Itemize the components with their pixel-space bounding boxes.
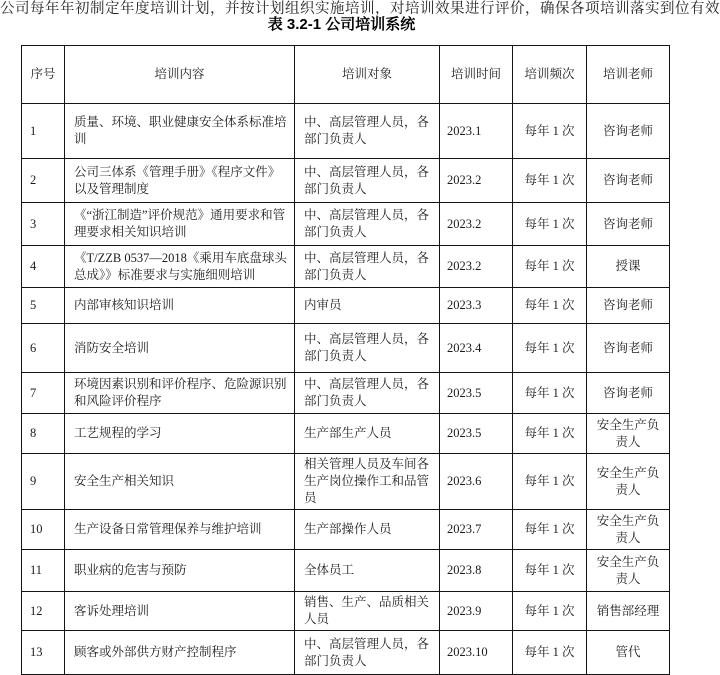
header-content: 培训内容 [65,46,295,104]
cell-target: 生产部操作人员 [295,510,440,550]
cell-frequency: 每年 1 次 [513,288,587,324]
cell-content: 公司三体系《管理手册》《程序文件》以及管理制度 [65,159,295,203]
cell-time: 2023.9 [440,592,513,631]
cell-target: 中、高层管理人员，各部门负责人 [295,324,440,373]
cell-content: 环境因素识别和评价程序、危险源识别和风险评价程序 [65,373,295,414]
cell-teacher: 安全生产负责人 [587,510,670,550]
cell-teacher: 咨询老师 [587,373,670,414]
cell-time: 2023.5 [440,373,513,414]
training-table [21,45,670,675]
cell-serial: 2 [22,159,65,203]
cell-serial: 5 [22,288,65,324]
cell-target: 相关管理人员及车间各生产岗位操作工和品管员 [295,454,440,510]
cell-teacher: 安全生产负责人 [587,454,670,510]
table-row [22,373,670,414]
cell-target: 中、高层管理人员，各部门负责人 [295,203,440,246]
cell-content: 生产设备日常管理保养与维护培训 [65,510,295,550]
cell-frequency: 每年 1 次 [513,203,587,246]
cell-content: 质量、环境、职业健康安全体系标准培训 [65,104,295,159]
cell-teacher: 销售部经理 [587,592,670,631]
header-target: 培训对象 [295,46,440,104]
cell-time: 2023.5 [440,414,513,454]
cell-frequency: 每年 1 次 [513,246,587,288]
cell-serial: 10 [22,510,65,550]
cell-content: 职业病的危害与预防 [65,550,295,592]
table-row [22,454,670,510]
cell-serial: 1 [22,104,65,159]
table-row [22,246,670,288]
cell-frequency: 每年 1 次 [513,631,587,675]
cell-teacher: 咨询老师 [587,324,670,373]
cell-time: 2023.2 [440,203,513,246]
cell-time: 2023.10 [440,631,513,675]
header-teacher: 培训老师 [587,46,670,104]
cell-time: 2023.4 [440,324,513,373]
cell-serial: 6 [22,324,65,373]
cell-serial: 13 [22,631,65,675]
cell-teacher: 咨询老师 [587,159,670,203]
cell-target: 中、高层管理人员，各部门负责人 [295,246,440,288]
header-frequency: 培训频次 [513,46,587,104]
table-row [22,324,670,373]
cell-target: 全体员工 [295,550,440,592]
cell-time: 2023.2 [440,159,513,203]
cell-time: 2023.8 [440,550,513,592]
cell-frequency: 每年 1 次 [513,550,587,592]
cell-content: 客诉处理培训 [65,592,295,631]
cell-time: 2023.2 [440,246,513,288]
cell-frequency: 每年 1 次 [513,104,587,159]
cell-target: 中、高层管理人员，各部门负责人 [295,631,440,675]
cell-content: 《T/ZZB 0537—2018《乘用车底盘球头总成》》标准要求与实施细则培训 [65,246,295,288]
cell-frequency: 每年 1 次 [513,414,587,454]
cell-frequency: 每年 1 次 [513,159,587,203]
cell-serial: 3 [22,203,65,246]
cell-teacher: 咨询老师 [587,203,670,246]
header-time: 培训时间 [440,46,513,104]
table-row [22,592,670,631]
table-header-row [22,46,670,104]
cell-serial: 12 [22,592,65,631]
cell-target: 内审员 [295,288,440,324]
cell-teacher: 咨询老师 [587,288,670,324]
cell-content: 《“浙江制造”评价规范》通用要求和管理要求相关知识培训 [65,203,295,246]
cell-target: 中、高层管理人员，各部门负责人 [295,373,440,414]
clipped-text: 公司每年年初制定年度培训计划，并按计划组织实施培训，对培训效果进行评价，确保各项培训落实到位有效 [0,1,720,17]
cell-target: 中、高层管理人员，各部门负责人 [295,104,440,159]
cell-frequency: 每年 1 次 [513,454,587,510]
cell-time: 2023.3 [440,288,513,324]
cell-time: 2023.1 [440,104,513,159]
cell-teacher: 咨询老师 [587,104,670,159]
cell-content: 顾客或外部供方财产控制程序 [65,631,295,675]
table-row [22,288,670,324]
cell-content: 内部审核知识培训 [65,288,295,324]
cell-teacher: 管代 [587,631,670,675]
cell-serial: 11 [22,550,65,592]
cell-serial: 4 [22,246,65,288]
cell-frequency: 每年 1 次 [513,510,587,550]
cell-serial: 9 [22,454,65,510]
table-row [22,159,670,203]
cell-frequency: 每年 1 次 [513,324,587,373]
cell-teacher: 安全生产负责人 [587,414,670,454]
table-row [22,414,670,454]
table-row [22,104,670,159]
cell-serial: 8 [22,414,65,454]
cell-target: 销售、生产、品质相关人员 [295,592,440,631]
table-row [22,550,670,592]
clipped-text-line [0,0,720,17]
cell-content: 安全生产相关知识 [65,454,295,510]
cell-teacher: 授课 [587,246,670,288]
table-row [22,510,670,550]
cell-frequency: 每年 1 次 [513,373,587,414]
header-serial: 序号 [22,46,65,104]
cell-time: 2023.6 [440,454,513,510]
cell-content: 消防安全培训 [65,324,295,373]
cell-teacher: 安全生产负责人 [587,550,670,592]
cell-target: 中、高层管理人员，各部门负责人 [295,159,440,203]
cell-serial: 7 [22,373,65,414]
cell-time: 2023.7 [440,510,513,550]
cell-target: 生产部生产人员 [295,414,440,454]
table-row [22,631,670,675]
cell-frequency: 每年 1 次 [513,592,587,631]
cell-content: 工艺规程的学习 [65,414,295,454]
table-row [22,203,670,246]
table-title: 表 3.2-1 公司培训系统 [267,16,416,33]
